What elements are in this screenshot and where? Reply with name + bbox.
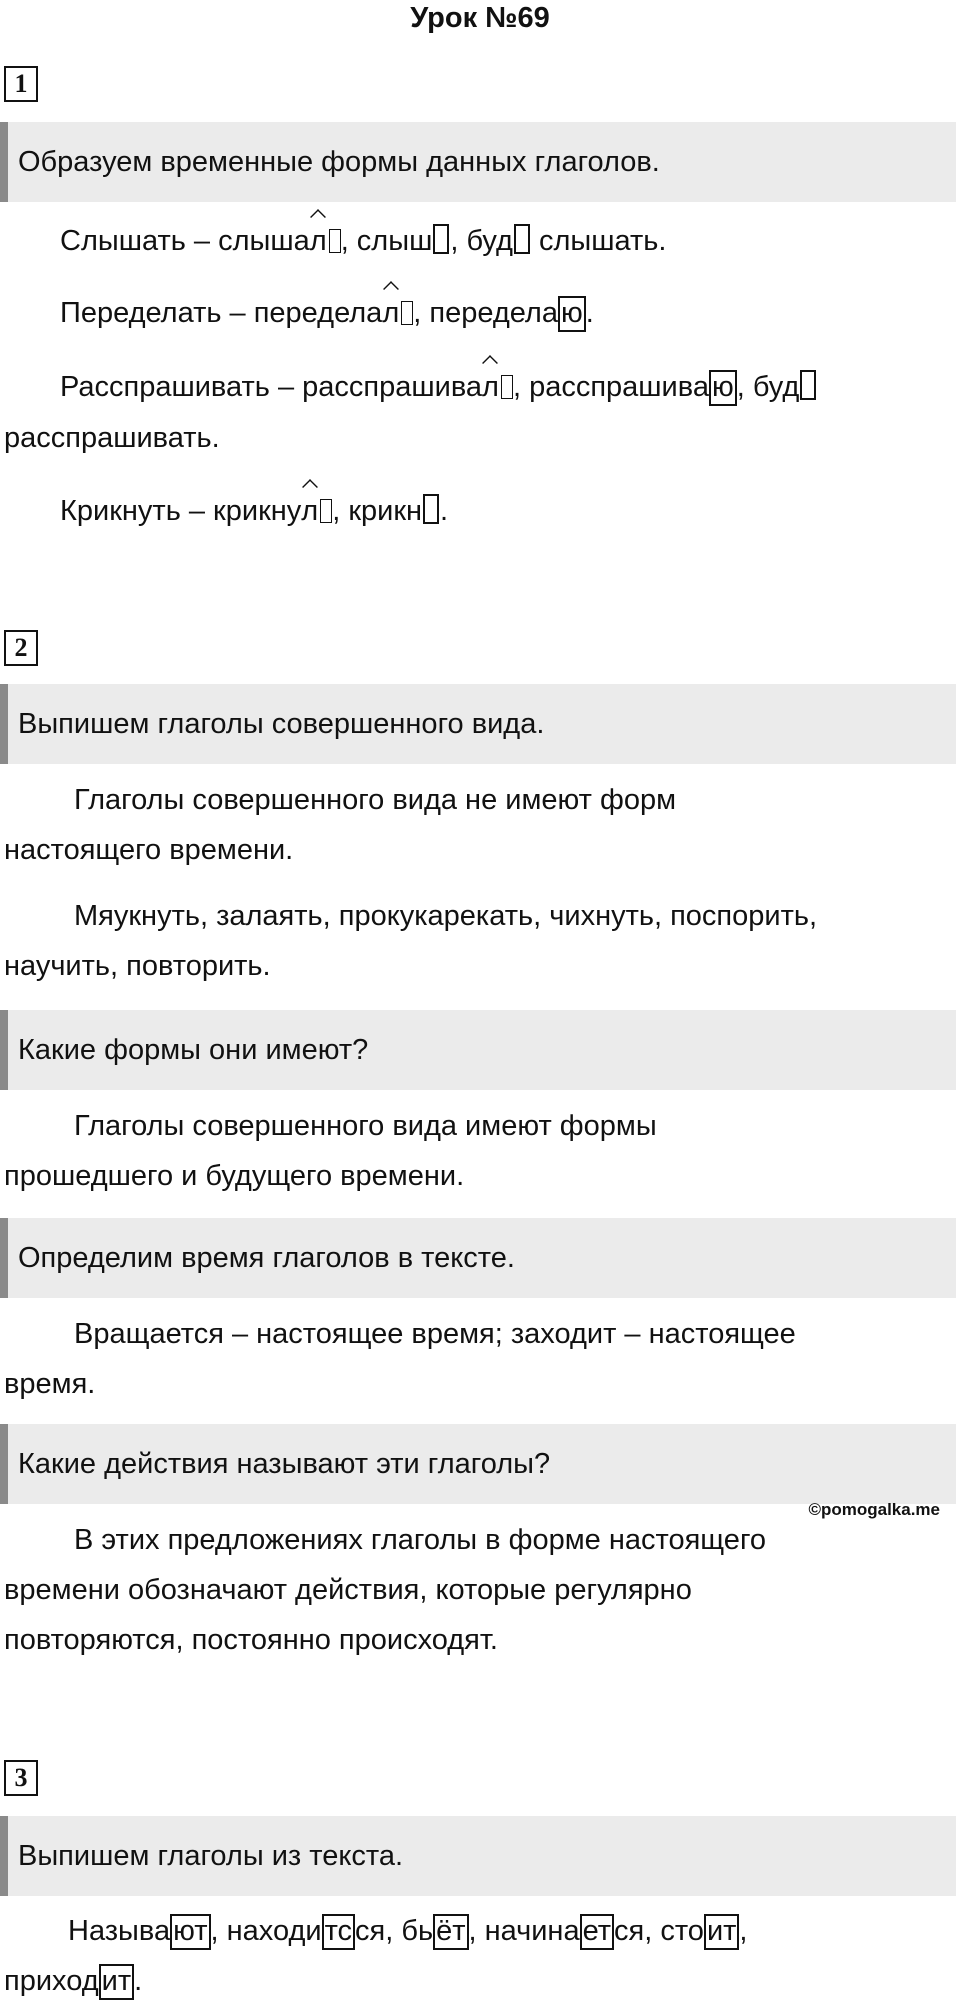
text: слышать. bbox=[530, 225, 667, 257]
ending-box: ит bbox=[704, 1914, 739, 1950]
text: , переделa bbox=[413, 297, 558, 329]
suffix-mark: л bbox=[309, 225, 327, 257]
text: , слыш bbox=[340, 225, 433, 257]
answer-line-4 bbox=[60, 494, 448, 528]
task-text: Какие формы они имеют? bbox=[18, 1033, 369, 1066]
task-text: Какие действия называют эти глаголы? bbox=[18, 1447, 551, 1480]
answer-paragraph: В этих предложениях глаголы в форме настоящего bbox=[74, 1524, 767, 1556]
ending-box bbox=[514, 224, 530, 254]
answer-paragraph: настоящего времени. bbox=[4, 834, 294, 866]
answer-paragraph: Глаголы совершенного вида имеют формы bbox=[74, 1110, 657, 1142]
text: Слышать – слыша bbox=[60, 225, 310, 257]
task-instruction-1 bbox=[0, 122, 956, 202]
answer-line-verbs bbox=[68, 1914, 747, 1950]
text: , буд bbox=[736, 371, 800, 403]
text: . bbox=[585, 297, 594, 329]
text: , крикн bbox=[332, 495, 423, 527]
ending-box bbox=[329, 229, 341, 253]
text: приход bbox=[4, 1965, 99, 1997]
text: Называ bbox=[68, 1915, 171, 1947]
task-text: Образуем временные формы данных глаголов. bbox=[18, 145, 660, 178]
ending-box bbox=[401, 301, 413, 325]
text: . bbox=[440, 495, 449, 527]
task-instruction-2 bbox=[0, 684, 956, 764]
task-question-2b bbox=[0, 1218, 956, 1298]
text: , расспрашива bbox=[512, 371, 709, 403]
answer-paragraph: Мяукнуть, залаять, прокукарекать, чихнуть, поспорить, bbox=[74, 900, 818, 932]
ending-box: ёт bbox=[433, 1914, 468, 1950]
ending-box: ют bbox=[170, 1914, 210, 1950]
text: , bbox=[739, 1915, 748, 1947]
task-text: Выпишем глаголы совершенного вида. bbox=[18, 707, 545, 740]
task-text: Выпишем глаголы из текста. bbox=[18, 1839, 404, 1872]
ending-box bbox=[423, 494, 439, 524]
suffix-mark: л bbox=[382, 297, 400, 329]
task-number-3: 3 bbox=[4, 1760, 38, 1796]
text: Расспрашивать – расспрашива bbox=[60, 371, 483, 403]
task-question-2c bbox=[0, 1424, 956, 1504]
answer-line-verbs-cont bbox=[4, 1964, 142, 2000]
ending-box: тс bbox=[322, 1914, 355, 1950]
answer-paragraph: времени обозначают действия, которые регулярно bbox=[4, 1574, 692, 1606]
task-number-1: 1 bbox=[4, 66, 38, 102]
ending-box bbox=[501, 375, 513, 399]
answer-paragraph: Глаголы совершенного вида не имеют форм bbox=[74, 784, 677, 816]
answer-line-1 bbox=[60, 224, 666, 258]
ending-box: ю bbox=[558, 296, 586, 332]
task-number-2: 2 bbox=[4, 630, 38, 666]
answer-line-3-cont: расспрашивать. bbox=[4, 422, 220, 454]
answer-paragraph: Вращается – настоящее время; заходит – настоящее bbox=[74, 1318, 796, 1350]
page-title: Урок №69 bbox=[410, 2, 550, 34]
answer-paragraph: повторяются, постоянно происходят. bbox=[4, 1624, 498, 1656]
task-question-2a bbox=[0, 1010, 956, 1090]
text: Крикнуть – крикну bbox=[60, 495, 302, 527]
answer-paragraph: прошедшего и будущего времени. bbox=[4, 1160, 465, 1192]
answer-line-3 bbox=[60, 370, 817, 406]
text: . bbox=[134, 1965, 143, 1997]
answer-paragraph: время. bbox=[4, 1368, 96, 1400]
answer-line-2 bbox=[60, 296, 594, 332]
ending-box: ит bbox=[99, 1964, 134, 2000]
answer-paragraph: научить, повторить. bbox=[4, 950, 271, 982]
text: , начина bbox=[468, 1915, 580, 1947]
text: Переделать – переделa bbox=[60, 297, 383, 329]
task-instruction-3 bbox=[0, 1816, 956, 1896]
watermark: ©pomogalka.me bbox=[808, 1500, 940, 1519]
suffix-mark: л bbox=[301, 495, 319, 527]
text: , находи bbox=[210, 1915, 322, 1947]
ending-box bbox=[433, 224, 449, 254]
task-text: Определим время глаголов в тексте. bbox=[18, 1241, 515, 1274]
text: ся, сто bbox=[614, 1915, 704, 1947]
text: ся, бь bbox=[355, 1915, 434, 1947]
ending-box bbox=[320, 499, 332, 523]
ending-box: ю bbox=[709, 370, 737, 406]
text: , буд bbox=[450, 225, 513, 257]
ending-box: ет bbox=[580, 1914, 614, 1950]
ending-box bbox=[800, 370, 816, 400]
suffix-mark: л bbox=[482, 371, 499, 403]
